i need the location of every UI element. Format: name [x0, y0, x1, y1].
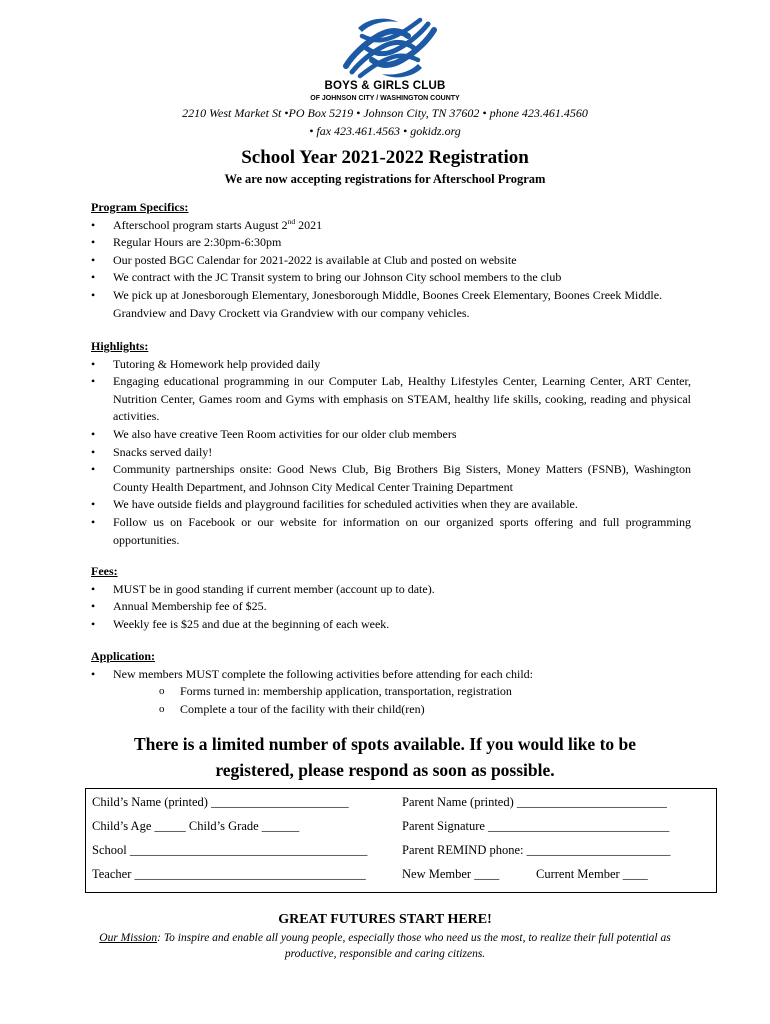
- highlights-heading: Highlights:: [91, 339, 149, 353]
- list-item: • We contract with the JC Transit system to bring our Johnson City school members to the club: [91, 269, 691, 287]
- list-item: • Tutoring & Homework help provided daily: [91, 356, 691, 374]
- address-line: 2210 West Market St •PO Box 5219 • Johnson City, TN 37602 • phone 423.461.4560: [182, 106, 588, 120]
- fees-section: [91, 563, 691, 633]
- list-item: • Our posted BGC Calendar for 2021-2022 is available at Club and posted on website: [91, 252, 691, 270]
- list-item: • MUST be in good standing if current member (account up to date).: [91, 581, 691, 599]
- mission-statement: [95, 930, 675, 962]
- new-member-field[interactable]: New Member ____: [402, 867, 500, 881]
- ordinal-suffix: nd: [287, 216, 296, 226]
- parent-name-field[interactable]: Parent Name (printed) ________________________: [402, 795, 667, 809]
- page-title: School Year 2021-2022 Registration: [241, 147, 529, 168]
- list-item: • Weekly fee is $25 and due at the beginning of each week.: [91, 616, 691, 634]
- org-name: BOYS & GIRLS CLUB: [324, 80, 446, 92]
- application-heading: Application:: [91, 649, 156, 663]
- contact-line: • fax 423.461.4563 • gokidz.org: [309, 124, 461, 138]
- parent-remind-phone-field[interactable]: Parent REMIND phone: _______________________: [402, 843, 671, 857]
- org-subtitle: OF JOHNSON CITY / WASHINGTON COUNTY: [310, 95, 460, 102]
- list-item: • We have outside fields and playground facilities for scheduled activities when they are available.: [91, 496, 691, 514]
- teacher-field[interactable]: Teacher _____________________________________: [92, 867, 366, 881]
- boys-girls-club-hands-logo-icon: [338, 14, 442, 82]
- list-item: • Regular Hours are 2:30pm-6:30pm: [91, 234, 691, 252]
- registration-form-box: [85, 788, 717, 893]
- list-item: • We also have creative Teen Room activities for our older club members: [91, 426, 691, 444]
- list-item: • Annual Membership fee of $25.: [91, 598, 691, 616]
- list-item: • We pick up at Jonesborough Elementary, Jonesborough Middle, Boones Creek Elementary, Boones Creek Middle. Grandview and Davy Crockett via Grandview with our company vehicles.: [91, 287, 691, 322]
- sub-list-item: o Forms turned in: membership application, transportation, registration: [159, 683, 691, 701]
- great-futures-tagline: GREAT FUTURES START HERE!: [278, 912, 492, 927]
- parent-signature-field[interactable]: Parent Signature _____________________________: [402, 819, 670, 833]
- page-subtitle: We are now accepting registrations for Afterschool Program: [224, 172, 546, 186]
- limited-spots-notice: There is a limited number of spots available. If you would like to be registered, please respond as soon as possible.: [133, 734, 637, 780]
- school-field[interactable]: School ______________________________________: [92, 843, 368, 857]
- mission-text: : To inspire and enable all young people, especially those who need us the most, to realize their full potential as productive, responsible and caring citizens.: [157, 932, 671, 960]
- childs-name-field[interactable]: Child’s Name (printed) ______________________: [92, 795, 349, 809]
- mission-label: Our Mission: [99, 932, 158, 944]
- list-item: • Snacks served daily!: [91, 444, 691, 462]
- application-section: [91, 648, 691, 718]
- program-specifics-heading: Program Specifics:: [91, 200, 189, 214]
- list-item: • New members MUST complete the following activities before attending for each child: o Forms turned in: membership application, transportation, registration o Complete a tour of the facility with their child(ren): [91, 666, 691, 719]
- list-item: • Afterschool program starts August 2nd 2021: [91, 217, 691, 235]
- childs-age-grade-field[interactable]: Child’s Age _____ Child’s Grade ______: [92, 819, 300, 833]
- current-member-field[interactable]: Current Member ____: [536, 867, 648, 881]
- sub-list-item: o Complete a tour of the facility with their child(ren): [159, 701, 691, 719]
- list-item: • Follow us on Facebook or our website for information on our organized sports offering and full programming opportunities.: [91, 514, 691, 549]
- list-item: • Engaging educational programming in our Computer Lab, Healthy Lifestyles Center, Learning Center, ART Center, Nutrition Center, Games room and Gyms with emphasis on STEAM, healthy life skills, cooking, reading and physical activities.: [91, 373, 691, 426]
- highlights-section: [91, 338, 691, 549]
- program-specifics-section: [91, 199, 691, 322]
- list-item: • Community partnerships onsite: Good News Club, Big Brothers Big Sisters, Money Matters (FSNB), Washington County Health Department, and Johnson City Medical Center Training Department: [91, 461, 691, 496]
- fees-heading: Fees:: [91, 564, 118, 578]
